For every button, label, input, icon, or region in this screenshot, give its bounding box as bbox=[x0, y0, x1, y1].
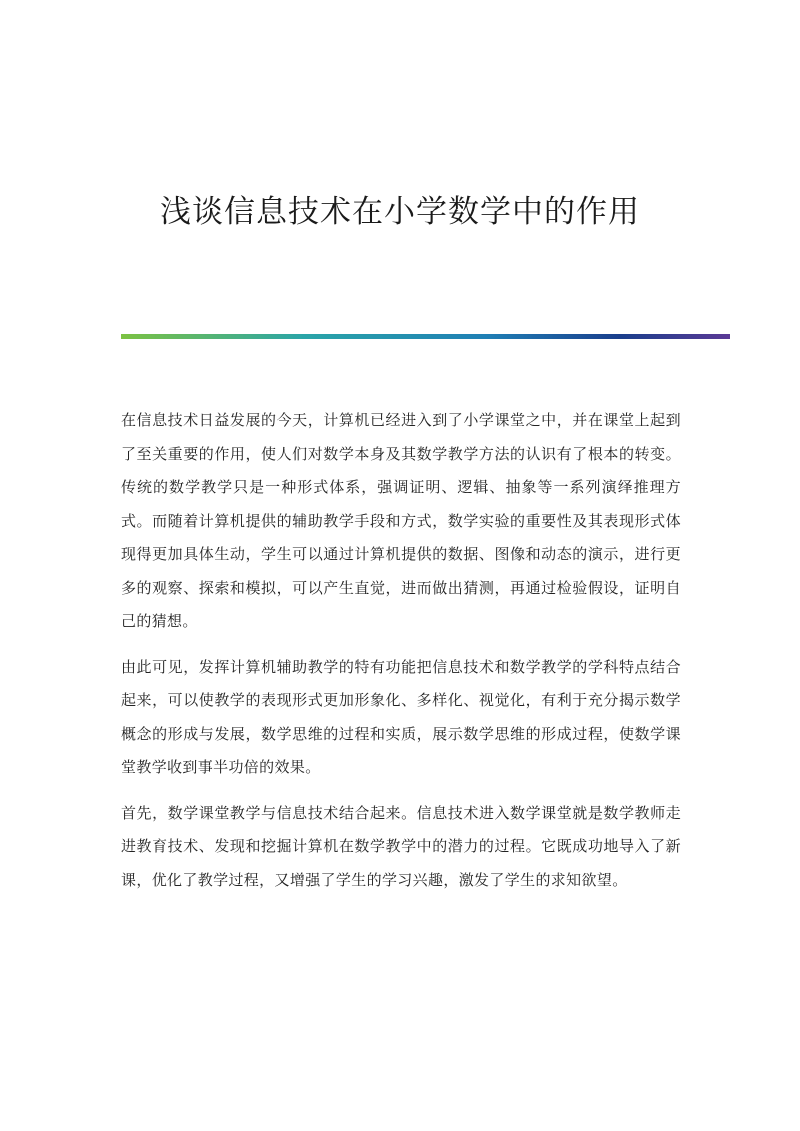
body-paragraph-3: 首先，数学课堂教学与信息技术结合起来。信息技术进入数学课堂就是数学教师走进教育技术、发现和挖掘计算机在数学教学中的潜力的过程。它既成功地导入了新课，优化了教学过程，又增强了学生的学习兴趣，激发了学生的求知欲望。 bbox=[121, 803, 681, 889]
body-paragraph-1: 在信息技术日益发展的今天，计算机已经进入到了小学课堂之中，并在课堂上起到了至关重要的作用，使人们对数学本身及其数学教学方法的认识有了根本的转变。传统的数学教学只是一种形式体系，强调证明、逻辑、抽象等一系列演绎推理方式。而随着计算机提供的辅助教学手段和方式，数学实验的重要性及其表现形式体现得更加具体生动，学生可以通过计算机提供的数据、图像和动态的演示，进行更多的观察、探索和模拟，可以产生直觉，进而做出猜测，再通过检验假设，证明自己的猜想。 bbox=[121, 411, 681, 630]
body-paragraph-2: 由此可见，发挥计算机辅助教学的特有功能把信息技术和数学教学的学科特点结合起来，可以使教学的表现形式更加形象化、多样化、视觉化，有利于充分揭示数学概念的形成与发展，数学思维的过程和实质，展示数学思维的形成过程，使数学课堂教学收到事半功倍的效果。 bbox=[121, 657, 681, 776]
title-divider-rule bbox=[121, 334, 730, 339]
document-body bbox=[121, 404, 681, 909]
document-title: 浅谈信息技术在小学数学中的作用 bbox=[160, 194, 640, 230]
